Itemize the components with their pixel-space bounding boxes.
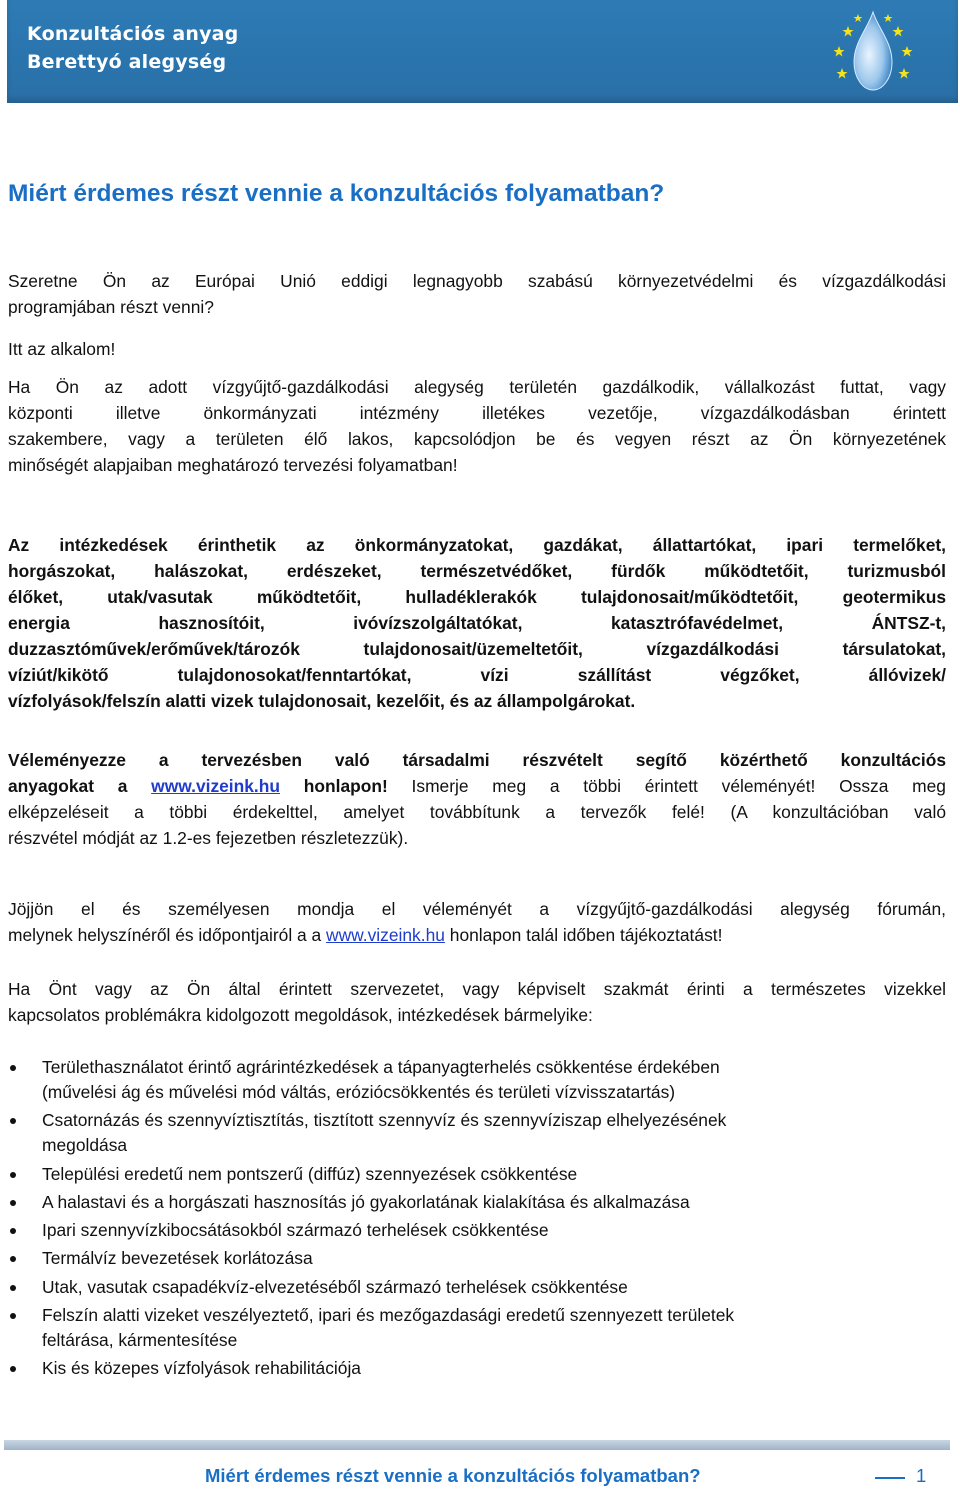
bullet-icon bbox=[10, 1200, 16, 1206]
stakeholders-line: víziút/kikötő tulajdonosokat/fenntartókat, vízi szállítást végzőket, állóvizek/ bbox=[8, 665, 946, 685]
stakeholders-line: élőket, utak/vasutak működtetőit, hulladéklerakók tulajdonosait/működtetőit, geotermikus bbox=[8, 587, 946, 607]
list-item bbox=[0, 1055, 950, 1105]
forum-line-2-post: honlapon talál időben tájékoztatást! bbox=[444, 925, 723, 945]
affected-line-1: Ha Önt vagy az Ön által érintett szervezetet, vagy képviselt szakmát érinti a természetes vizekkel bbox=[8, 979, 946, 999]
list-item bbox=[0, 1108, 950, 1158]
eu-water-drop-logo-icon bbox=[828, 6, 918, 98]
list-item-line: feltárása, kármentesítése bbox=[42, 1330, 238, 1351]
footer-divider bbox=[4, 1440, 950, 1450]
bullet-icon bbox=[10, 1065, 16, 1071]
page-number: 1 bbox=[916, 1465, 927, 1486]
list-item-line: megoldása bbox=[42, 1135, 128, 1156]
comment-line-4: részvétel módját az 1.2-es fejezetben részletezzük). bbox=[8, 828, 409, 848]
header-title-line1: Konzultációs anyag bbox=[27, 23, 239, 45]
list-item-line: Termálvíz bevezetések korlátozása bbox=[42, 1248, 313, 1269]
page-title: Miért érdemes részt vennie a konzultációs folyamatban? bbox=[8, 180, 665, 207]
bullet-icon bbox=[10, 1118, 16, 1124]
page-header bbox=[7, 0, 958, 103]
affected-paragraph bbox=[8, 976, 946, 1028]
comment-line-2-bold: honlapon! bbox=[280, 776, 388, 796]
forum-line-1: Jöjjön el és személyesen mondja el véleményét a vízgyűjtő-gazdálkodási alegység fórumán, bbox=[8, 899, 946, 919]
stakeholders-line: Az intézkedések érinthetik az önkormányzatokat, gazdákat, állattartókat, ipari termelőket, bbox=[8, 535, 946, 555]
intro-paragraph-1 bbox=[8, 268, 946, 320]
forum-line-2 bbox=[8, 922, 946, 948]
stakeholders-paragraph bbox=[8, 532, 946, 714]
comment-line-2 bbox=[8, 773, 946, 799]
list-item-line: Területhasználatot érintő agrárintézkedések a tápanyagterhelés csökkentése érdekében bbox=[42, 1057, 720, 1077]
comment-line-1: Véleményezze a tervezésben való társadalmi részvételt segítő közérthető konzultációs bbox=[8, 750, 946, 770]
header-title-line2: Berettyó alegység bbox=[27, 51, 227, 73]
list-item-line: Kis és közepes vízfolyások rehabilitációja bbox=[42, 1358, 361, 1379]
stakeholders-line: horgászokat, halászokat, erdészeket, természetvédőket, fürdők működtetőit, turizmusból bbox=[8, 561, 946, 581]
list-item bbox=[0, 1218, 950, 1243]
intro-p3-line: minőségét alapjaiban meghatározó tervezési folyamatban! bbox=[8, 455, 458, 475]
list-item-line: Utak, vasutak csapadékvíz-elvezetéséből származó terhelések csökkentése bbox=[42, 1276, 628, 1297]
bullet-icon bbox=[10, 1172, 16, 1178]
list-item bbox=[0, 1190, 950, 1215]
forum-paragraph bbox=[8, 896, 946, 948]
affected-line-2: kapcsolatos problémákra kidolgozott megoldások, intézkedések bármelyike: bbox=[8, 1005, 593, 1025]
list-item bbox=[0, 1246, 950, 1271]
list-item bbox=[0, 1303, 950, 1353]
bullet-icon bbox=[10, 1285, 16, 1291]
stakeholders-line: energia hasznosítóit, ivóvízszolgáltatókat, katasztrófavédelmet, ÁNTSZ-t, bbox=[8, 613, 946, 633]
list-item-line: Csatornázás és szennyvíztisztítás, tisztított szennyvíz és szennyvíziszap elhelyezésének bbox=[42, 1110, 727, 1131]
intro-p3-line: központi illetve önkormányzati intézmény illetékes vezetője, vízgazdálkodásban érintett bbox=[8, 403, 946, 423]
list-item-line: Felszín alatti vizeket veszélyeztető, ipari és mezőgazdasági eredetű szennyezett területek bbox=[42, 1305, 735, 1326]
comment-line-2-rest: Ismerje meg a többi érintett véleményét! Ossza meg bbox=[387, 776, 946, 796]
intro-p3-line: Ha Ön az adott vízgyűjtő-gazdálkodási alegység területén gazdálkodik, vállalkozást futtat, vagy bbox=[8, 377, 946, 397]
bullet-icon bbox=[10, 1313, 16, 1319]
intro-p3-line: szakembere, vagy a területen élő lakos, kapcsolódjon be és vegyen részt az Ön környezetének bbox=[8, 429, 946, 449]
list-item bbox=[0, 1162, 950, 1187]
footer-title: Miért érdemes részt vennie a konzultációs folyamatban? bbox=[205, 1465, 701, 1486]
list-item-line: Települési eredetű nem pontszerű (diffúz) szennyezések csökkentése bbox=[42, 1163, 578, 1184]
intro-p1-line: programjában részt venni? bbox=[8, 297, 214, 317]
bullet-icon bbox=[10, 1256, 16, 1262]
vizeink-link-2[interactable]: www.vizeink.hu bbox=[326, 925, 445, 945]
list-item-line: A halastavi és a horgászati hasznosítás jó gyakorlatának kialakítása és alkalmazása bbox=[42, 1191, 690, 1212]
list-item-line: (művelési ág és művelési mód váltás, eróziócsökkentés és területi vízvisszatartás) bbox=[42, 1082, 676, 1102]
forum-line-2-pre: melynek helyszínéről és időpontjairól a a bbox=[8, 925, 327, 945]
comment-line-2-pre: anyagokat a bbox=[8, 776, 152, 796]
intro-paragraph-2: Itt az alkalom! bbox=[8, 339, 116, 359]
vizeink-link-1[interactable]: www.vizeink.hu bbox=[151, 776, 281, 796]
stakeholders-line: vízfolyások/felszín alatti vizek tulajdonosait, kezelőit, és az állampolgárokat. bbox=[8, 691, 636, 711]
comment-paragraph bbox=[8, 747, 946, 851]
list-item bbox=[0, 1275, 950, 1300]
intro-p1-line: Szeretne Ön az Európai Unió eddigi legnagyobb szabású környezetvédelmi és vízgazdálkodási bbox=[8, 271, 946, 291]
bullet-icon bbox=[10, 1228, 16, 1234]
measures-list bbox=[0, 1055, 950, 1385]
stakeholders-line: duzzasztóművek/erőművek/tározók tulajdonosait/üzemeltetőit, vízgazdálkodási társulatokat, bbox=[8, 639, 946, 659]
bullet-icon bbox=[10, 1366, 16, 1372]
list-item-line: Ipari szennyvízkibocsátásokból származó terhelések csökkentése bbox=[42, 1220, 549, 1241]
list-item bbox=[0, 1356, 950, 1381]
intro-paragraph-3 bbox=[8, 374, 946, 478]
comment-line-3: elképzeléseit a többi érdekelttel, amelyet továbbítunk a tervezők felé! (A konzultációban való bbox=[8, 802, 946, 822]
footer-rule bbox=[875, 1477, 905, 1479]
